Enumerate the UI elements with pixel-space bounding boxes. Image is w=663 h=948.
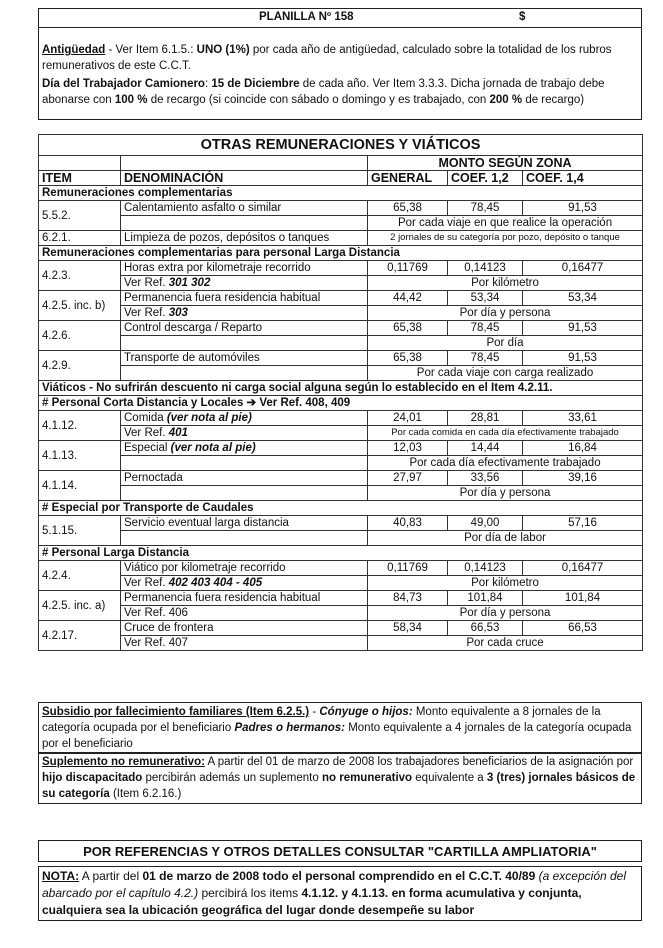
table-row [39,471,643,486]
row-general: 0,11769 [368,561,448,576]
row-item: 4.2.9. [39,351,121,381]
row-coef12: 78,45 [448,201,523,216]
row-ref-numbers: 301 302 [168,277,211,289]
table-row [39,516,643,531]
table-row-note [39,426,643,441]
dia-text-3: de recargo (si coincide con sábado o domingo y es trabajado, con [147,94,490,106]
zona-header: MONTO SEGÚN ZONA [368,156,643,171]
table-row-note [39,456,643,471]
row-item: 6.2.1. [39,231,121,246]
title-bar [39,9,641,28]
row-note: Por cada viaje en que realice la operación [368,216,643,231]
row-coef14: 16,84 [523,441,643,456]
table-row-note [39,531,643,546]
subsidio-padres: Padres o hermanos: [234,722,346,734]
table-row-note [39,216,643,231]
row-general: 84,73 [368,591,448,606]
row-coef14: 101,84 [523,591,643,606]
table-row [39,291,643,306]
subsidio-paragraph [39,703,641,753]
row-coef12: 28,81 [448,411,523,426]
row-item: 4.1.14. [39,471,121,501]
subsidio-box [38,702,642,754]
row-denominacion: Cruce de frontera [121,621,368,636]
row-note: Por día [368,336,643,351]
suplemento-text-2: percibirán además un suplemento [142,772,322,784]
row-coef12: 78,45 [448,321,523,336]
viaticos-line: Viáticos - No sufrirán descuento ni carga social alguna según lo establecido en el Item 4.2.11. [39,381,643,396]
row-coef14: 91,53 [523,321,643,336]
col-item: ITEM [39,171,121,186]
section-larga-distancia: Remuneraciones complementarias para personal Larga Distancia [39,246,643,261]
page-title: PLANILLA Nº 158 [259,11,354,23]
row-note: Por kilómetro [368,576,643,591]
row-note: Por cada comida en cada día efectivamente trabajado [368,426,643,441]
corta-distancia-line: # Personal Corta Distancia y Locales ➔ Ver Ref. 408, 409 [39,396,643,411]
nota-fecha: 01 de marzo de 2008 [142,869,260,883]
row-note: Por día y persona [368,486,643,501]
table-row-note [39,336,643,351]
row-coef12: 49,00 [448,516,523,531]
row-general: 12,03 [368,441,448,456]
dia-200: 200 % [489,94,523,106]
suplemento-hijo: hijo discapacitado [42,772,143,784]
row-general: 44,42 [368,291,448,306]
row-note: Por cada cruce [368,636,643,651]
row-coef14: 91,53 [523,201,643,216]
row-item: 4.2.5. inc. b) [39,291,121,321]
row-note: 2 jornales de su categoría por pozo, depósito o tanque [368,231,643,246]
table-row [39,561,643,576]
row-ref: Ver Ref. 406 [121,606,368,621]
subsidio-text-2: Monto equivalente a 4 jornales de la categoría ocupada por el beneficiario [42,722,632,750]
suplemento-text-4: (Item 6.2.16.) [109,788,182,800]
dia-fecha: 15 de Diciembre [211,78,300,90]
row-coef14: 0,16477 [523,261,643,276]
table-row-note [39,486,643,501]
row-coef12: 33,56 [448,471,523,486]
table-row [39,411,643,426]
antiguedad-text-2: por cada año de antigüedad, calculado sobre la totalidad de los rubros remunerativos de este C.C.T. [42,44,612,72]
row-ref: Ver Ref. [124,307,166,319]
nota-items: 4.1.12. y 4.1.13. [301,886,389,900]
suplemento-no-rem: no remunerativo [321,772,413,784]
row-item: 4.2.6. [39,321,121,351]
col-coef12: COEF. 1,2 [448,171,523,186]
consultar-banner: POR REFERENCIAS Y OTROS DETALLES CONSULTAR "CARTILLA AMPLIATORIA" [38,840,642,862]
row-denominacion-note: (ver nota al pie) [170,442,256,454]
row-coef14: 91,53 [523,351,643,366]
row-denominacion: Control descarga / Reparto [121,321,368,336]
suplemento-box [38,752,642,804]
intro-box [38,8,642,120]
row-coef14: 53,34 [523,291,643,306]
antiguedad-text: - Ver Item 6.1.5.: [105,44,197,56]
row-note: Por día y persona [368,306,643,321]
row-general: 58,34 [368,621,448,636]
subsidio-conyuge: Cónyuge o hijos: [319,706,413,718]
row-general: 65,38 [368,351,448,366]
row-coef12: 78,45 [448,351,523,366]
row-general: 65,38 [368,321,448,336]
suplemento-text: A partir del 01 de marzo de 2008 los trabajadores beneficiarios de la asignación por [204,756,634,768]
row-denominacion: Pernoctada [121,471,368,486]
nota-text-2: todo el personal comprendido en el C.C.T. 40/89 [259,869,539,883]
row-coef12: 14,44 [448,441,523,456]
currency-symbol: $ [519,11,526,23]
table-row [39,621,643,636]
caudales-line: # Especial por Transporte de Caudales [39,501,643,516]
row-general: 65,38 [368,201,448,216]
row-denominacion: Horas extra por kilometraje recorrido [121,261,368,276]
row-denominacion: Transporte de automóviles [121,351,368,366]
row-denominacion: Especial [124,442,171,454]
section-complementarias: Remuneraciones complementarias [39,186,643,201]
col-general: GENERAL [368,171,448,186]
row-item: 4.2.4. [39,561,121,591]
row-denominacion: Permanencia fuera residencia habitual [121,291,368,306]
row-denominacion: Servicio eventual larga distancia [121,516,368,531]
row-item: 4.1.13. [39,441,121,471]
table-row [39,231,643,246]
row-ref: Ver Ref. 407 [121,636,368,651]
dia-100: 100 % [114,94,148,106]
row-denominacion: Limpieza de pozos, depósitos o tanques [121,231,368,246]
dia-label: Día del Trabajador Camionero [42,78,205,90]
table-row-note [39,636,643,651]
dia-text: de cada año. Ver Item 3.3.3. Dicha jornada de trabajo debe abonarse con [42,78,605,106]
row-general: 27,97 [368,471,448,486]
nota-text-4: en forma acumulativa y conjunta, cualquiera sea la ubicación geográfica del lugar donde desempeñe su labor [42,886,582,917]
suplemento-paragraph [39,753,641,803]
row-general: 24,01 [368,411,448,426]
row-note: Por día de labor [368,531,643,546]
row-denominacion: Viático por kilometraje recorrido [121,561,368,576]
nota-text: A partir del [79,869,143,883]
row-denominacion-note: (ver nota al pie) [166,412,252,424]
row-ref-numbers: 303 [168,307,188,319]
dia-trabajador-paragraph [39,76,641,110]
antiguedad-label: Antigüedad [42,44,106,56]
row-item: 5.5.2. [39,201,121,231]
col-denominacion: DENOMINACIÓN [121,171,368,186]
personal-larga-line: # Personal Larga Distancia [39,546,643,561]
row-note: Por cada día efectivamente trabajado [368,456,643,471]
table-row [39,201,643,216]
row-coef14: 57,16 [523,516,643,531]
subsidio-label: Subsidio por fallecimiento familiares (Item 6.2.5.) [42,706,310,718]
table-row [39,441,643,456]
row-note: Por día y persona [368,606,643,621]
row-coef14: 33,61 [523,411,643,426]
suplemento-text-3: equivalente a [412,772,487,784]
table-row-note [39,366,643,381]
col-coef14: COEF. 1,4 [523,171,643,186]
dia-text-4: de recargo) [522,94,585,106]
row-coef12: 0,14123 [448,261,523,276]
row-coef12: 53,34 [448,291,523,306]
planilla-sheet [38,8,642,920]
nota-label: NOTA: [42,869,80,883]
row-ref-numbers: 401 [168,427,188,439]
remuneraciones-table [38,134,643,651]
row-coef12: 66,53 [448,621,523,636]
row-ref: Ver Ref. [124,577,166,589]
antiguedad-percent: UNO (1%) [196,44,250,56]
nota-text-3: percibirá los items [198,886,302,900]
row-note: Por kilómetro [368,276,643,291]
row-item: 4.2.5. inc. a) [39,591,121,621]
row-denominacion: Comida [124,412,167,424]
table-title: OTRAS REMUNERACIONES Y VIÁTICOS [39,135,643,156]
antiguedad-paragraph [39,40,641,76]
row-denominacion: Permanencia fuera residencia habitual [121,591,368,606]
row-denominacion: Calentamiento asfalto o similar [121,201,368,216]
table-row [39,321,643,336]
nota-excepcion: (a excepción del abarcado por el capítulo 4.2.) [42,869,627,900]
row-item: 5.1.15. [39,516,121,546]
nota-box [38,866,642,921]
row-coef14: 66,53 [523,621,643,636]
suplemento-tres: 3 (tres) jornales básicos de su categoría [42,772,636,800]
table-row-note [39,576,643,591]
row-ref-numbers: 402 403 404 - 405 [168,577,263,589]
row-ref: Ver Ref. [124,427,166,439]
row-coef14: 39,16 [523,471,643,486]
row-item: 4.2.3. [39,261,121,291]
table-row [39,591,643,606]
row-general: 0,11769 [368,261,448,276]
row-item: 4.1.12. [39,411,121,441]
table-row-note [39,276,643,291]
suplemento-label: Suplemento no remunerativo: [42,756,205,768]
table-row-note [39,306,643,321]
table-row-note [39,606,643,621]
row-coef14: 0,16477 [523,561,643,576]
row-coef12: 0,14123 [448,561,523,576]
table-row [39,351,643,366]
subsidio-text: Monto equivalente a 8 jornales de la categoría ocupada por el beneficiario [42,706,601,734]
dia-sep: : [204,78,212,90]
row-coef12: 101,84 [448,591,523,606]
row-item: 4.2.17. [39,621,121,651]
row-note: Por cada viaje con carga realizado [368,366,643,381]
row-general: 40,83 [368,516,448,531]
subsidio-dash: - [309,706,320,718]
table-row [39,261,643,276]
row-ref: Ver Ref. [124,277,166,289]
